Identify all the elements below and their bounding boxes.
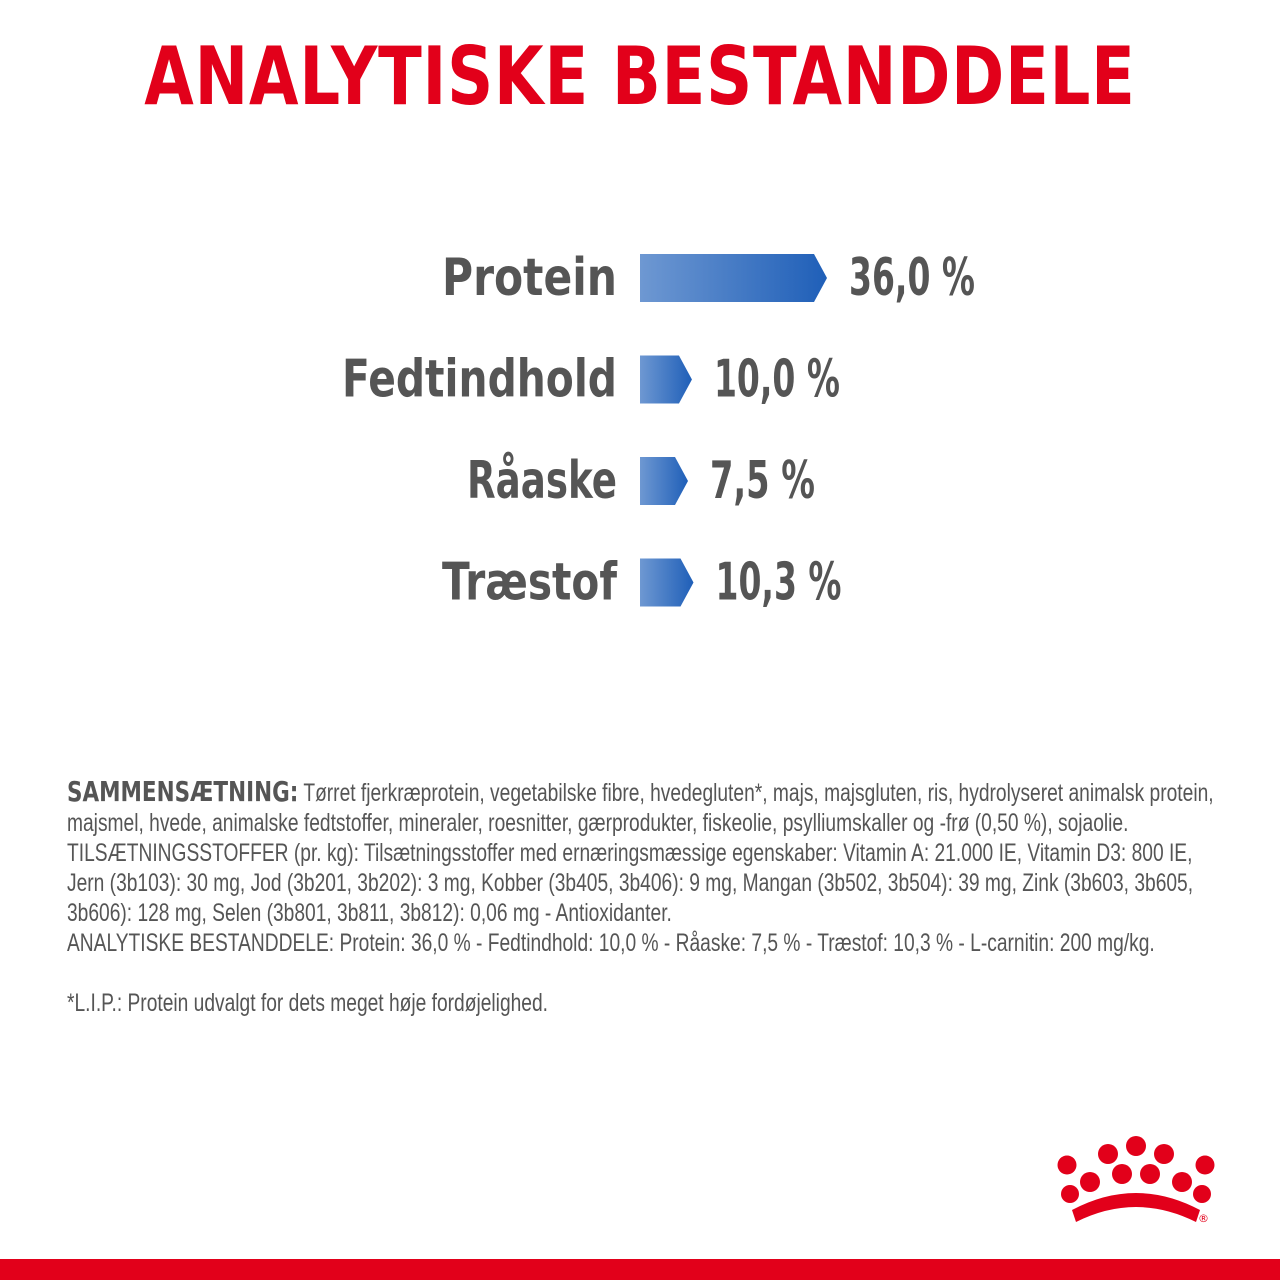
logo-dot	[1154, 1144, 1174, 1164]
bar-value-label: 7,5 %	[710, 451, 815, 511]
logo-dot	[1061, 1185, 1079, 1203]
bottom-brand-bar	[0, 1259, 1280, 1280]
logo-dot	[1193, 1185, 1211, 1203]
composition-heading: SAMMENSÆTNING:	[67, 775, 299, 808]
logo-dot	[1058, 1156, 1077, 1175]
composition-text-block	[67, 777, 1219, 1018]
composition-paragraph	[67, 777, 1219, 838]
paragraph-gap	[67, 958, 1219, 988]
bar	[640, 457, 688, 505]
bar	[640, 254, 827, 302]
bar-value-label: 10,0 %	[713, 349, 840, 410]
logo-crown-band	[1072, 1193, 1200, 1222]
page-title: ANALYTISKE BESTANDDELE	[144, 30, 1136, 123]
bar-category-label: Protein	[442, 248, 617, 308]
bar	[640, 559, 694, 607]
logo-dot	[1126, 1136, 1146, 1156]
bar-category-label: Træstof	[442, 552, 619, 613]
analytical-paragraph: ANALYTISKE BESTANDDELE: Protein: 36,0 % - Fedtindhold: 10,0 % - Råaske: 7,5 % - Træstof: 10,3 % - L-carnitin: 200 mg/kg.	[67, 929, 1155, 957]
logo-dot	[1112, 1164, 1132, 1184]
composition-ingredients: Tørret fjerkræprotein, vegetabilske fibre, hvedegluten*, majs, majsgluten, ris, hydrolyseret animalsk protein, majsmel, hvede, animalske fedtstoffer, mineraler, roesnitter, gærprodukter, fiskeolie, psylliumskaller og -frø (0,50 %), sojaolie.	[67, 779, 1214, 837]
logo-dot	[1140, 1164, 1160, 1184]
royal-canin-logo-icon	[1050, 1132, 1225, 1227]
bar-category-label: Fedtindhold	[342, 349, 617, 410]
logo-dot	[1098, 1144, 1118, 1164]
footnote: *L.I.P.: Protein udvalgt for dets meget høje fordøjelighed.	[67, 989, 548, 1017]
logo-dot	[1080, 1172, 1100, 1192]
logo-dot	[1196, 1156, 1215, 1175]
bar-value-label: 10,3 %	[715, 552, 842, 613]
logo-dot	[1172, 1172, 1192, 1192]
bar-category-label: Råaske	[467, 451, 617, 511]
bar	[640, 356, 692, 404]
nutrient-bar-chart	[0, 220, 1280, 640]
bar-value-label: 36,0 %	[849, 248, 975, 308]
registered-mark: ®	[1198, 1212, 1209, 1225]
additives-paragraph: TILSÆTNINGSSTOFFER (pr. kg): Tilsætningsstoffer med ernæringsmæssige egenskaber: Vitamin A: 21.000 IE, Vitamin D3: 800 IE, Jern (3b103): 30 mg, Jod (3b201, 3b202): 3 mg, Kobber (3b405, 3b406): 9 mg, Mangan (3b502, 3b504): 39 mg, Zink (3b603, 3b605, 3b606): 128 mg, Selen (3b801, 3b811, 3b812): 0,06 mg - Antioxidanter.	[67, 839, 1194, 927]
